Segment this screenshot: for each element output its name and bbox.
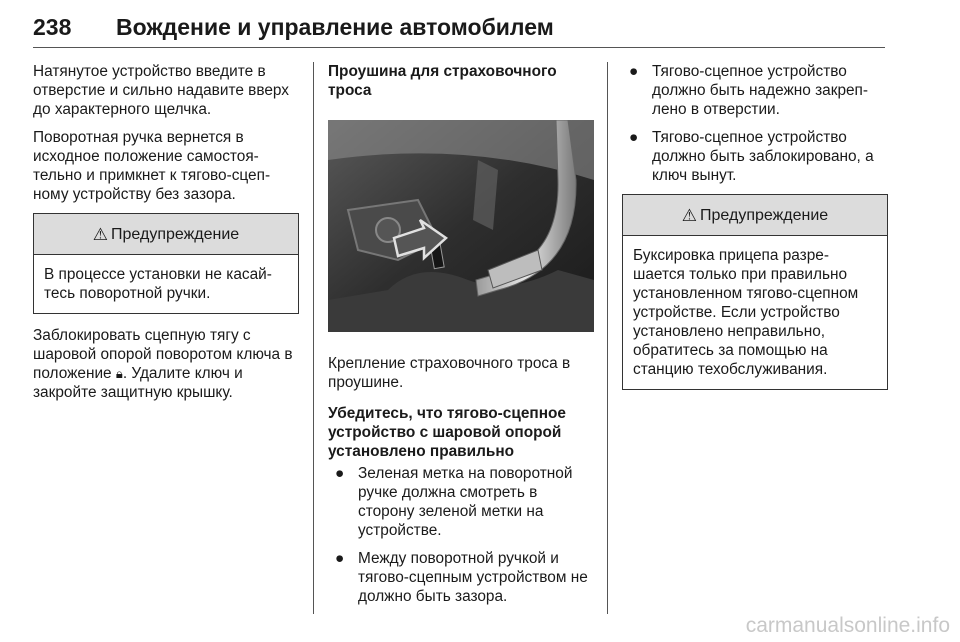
warning-header [34, 214, 298, 255]
list-item [328, 464, 594, 540]
check-list-continued [622, 62, 888, 185]
list-item-text: Тягово-сцепное устройство должно быть заблокировано, а ключ вынут. [652, 129, 874, 184]
chapter-title: Вождение и управление автомобилем [116, 14, 554, 40]
bullet-icon: ● [629, 129, 639, 146]
watermark: carmanualsonline.info [745, 614, 950, 637]
paragraph-lock [33, 326, 299, 402]
list-item-text: Тягово-сцепное устройство должно быть надежно закреп-лено в отверстии. [652, 63, 869, 118]
towbar-eyelet-photo [328, 120, 594, 332]
warning-title: Предупреждение [111, 225, 240, 243]
list-item [622, 128, 888, 185]
figure-caption: Крепление страховочного троса в проушине. [328, 355, 571, 391]
header-rule [33, 47, 885, 48]
warning-title: Предупреждение [700, 206, 829, 224]
column-divider-1 [313, 62, 314, 614]
warning-text: В процессе установки не касай-тесь поворотной ручки. [44, 266, 272, 302]
warning-icon: ⚠ [681, 205, 698, 225]
warning-box [33, 213, 299, 314]
lock-text-before: Заблокировать сцепную тягу с шаровой опорой поворотом ключа в положение [33, 327, 293, 382]
lock-text-after: . Удалите ключ и закройте защитную крышку. [33, 365, 243, 401]
page-number: 238 [33, 14, 72, 40]
list-item [328, 549, 594, 606]
list-item [622, 62, 888, 119]
check-heading: Убедитесь, что тягово-сцепное устройство с шаровой опорой установлено правильно [328, 405, 566, 460]
towbar-illustration [328, 120, 594, 332]
bullet-icon: ● [335, 550, 345, 567]
warning-box [622, 194, 888, 390]
warning-header [623, 195, 887, 236]
page-header [33, 14, 885, 50]
lock-icon: 🔒︎ [115, 366, 123, 381]
list-item-text: Между поворотной ручкой и тягово-сцепным устройством не должно быть зазора. [358, 550, 588, 605]
warning-text: Буксировка прицепа разре-шается только при правильно установленном тягово-сцепном устройстве. Если устройство установлено неправильно, обратитесь за помощью на станцию техобслуживания. [633, 247, 859, 378]
column-divider-2 [607, 62, 608, 614]
column-right [622, 62, 888, 402]
check-list [328, 464, 594, 606]
paragraph-handle-return: Поворотная ручка вернется в исходное положение самостоя-тельно и примкнет к тягово-сцеп-ному устройству без зазора. [33, 129, 271, 203]
column-middle [328, 62, 594, 615]
bullet-icon: ● [629, 63, 639, 80]
list-item-text: Зеленая метка на поворотной ручке должна смотреть в сторону зеленой метки на устройстве. [358, 465, 573, 539]
bullet-icon: ● [335, 465, 345, 482]
warning-icon: ⚠ [92, 224, 109, 244]
section-heading: Проушина для страховочного троса [328, 63, 557, 99]
column-left [33, 62, 299, 411]
paragraph-insert: Натянутое устройство введите в отверстие и сильно надавите вверх до характерного щелчка. [33, 63, 289, 118]
